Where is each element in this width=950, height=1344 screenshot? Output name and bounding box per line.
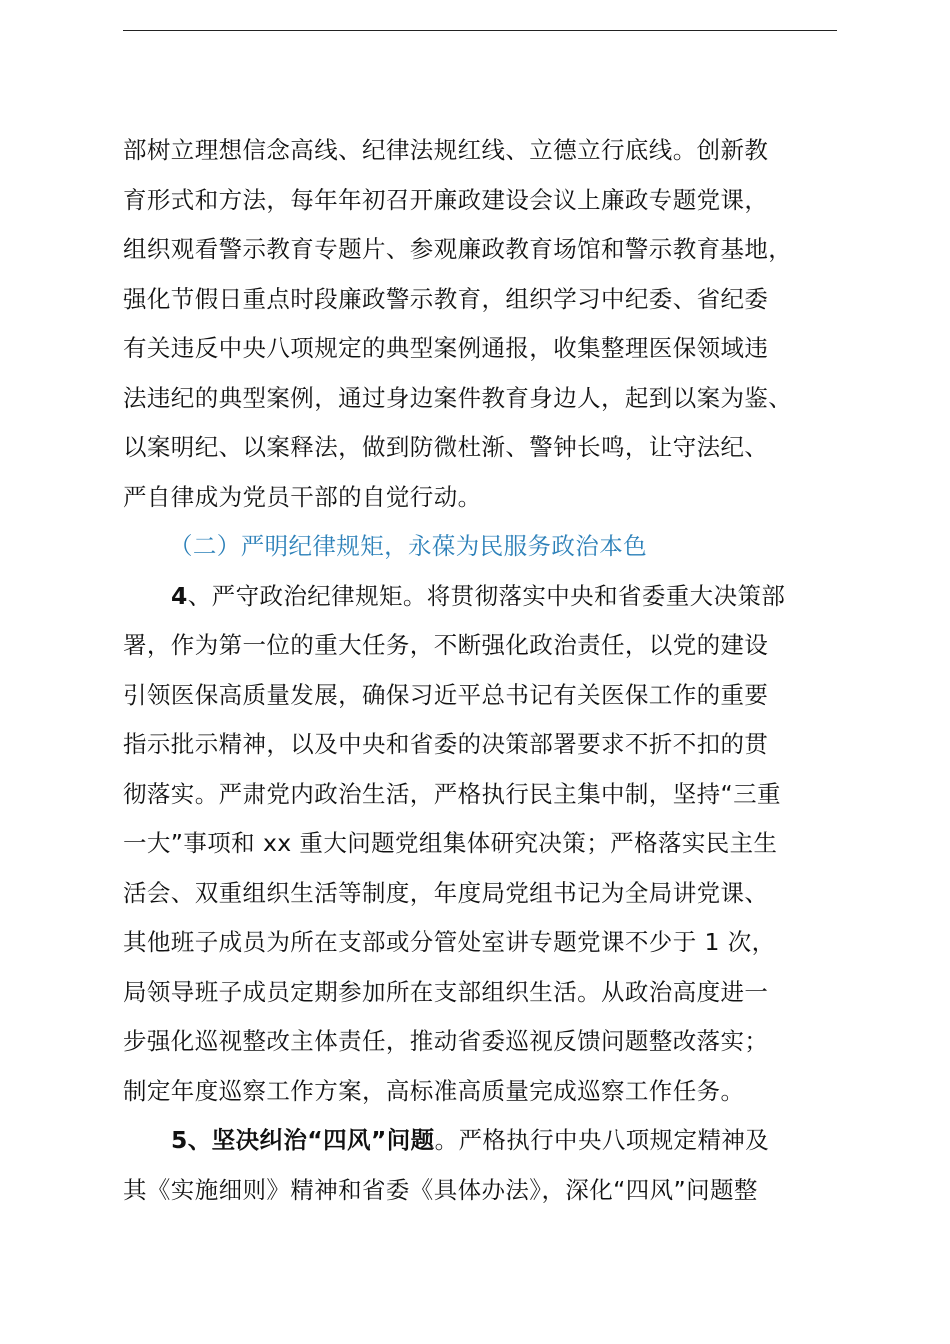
text-line: 活会、双重组织生活等制度，年度局党组书记为全局讲党课、 bbox=[123, 878, 769, 907]
text-line: 以案明纪、以案释法，做到防微杜渐、警钟长鸣，让守法纪、 bbox=[123, 433, 769, 461]
text-line: 部树立理想信念高线、纪律法规红线、立德立行底线。创新教 bbox=[123, 136, 769, 164]
text-line: 其《实施细则》精神和省委《具体办法》，深化“四风”问题整 bbox=[123, 1175, 758, 1204]
section-heading: （二）严明纪律规矩，永葆为民服务政治本色 bbox=[169, 532, 647, 560]
item-title: 、坚决纠治“四风”问题 bbox=[187, 1126, 435, 1154]
text-line: 法违纪的典型案例，通过身边案件教育身边人，起到以案为鉴、 bbox=[123, 383, 793, 412]
document-body bbox=[123, 126, 839, 1215]
text-line: 组织观看警示教育专题片、参观廉政教育场馆和警示教育基地， bbox=[123, 235, 793, 263]
text-line: 一大”事项和 xx 重大问题党组集体研究决策；严格落实民主生 bbox=[123, 829, 778, 857]
text-line: 彻落实。严肃党内政治生活，严格执行民主集中制，坚持“三重 bbox=[123, 779, 781, 808]
text-line: 有关违反中央八项规定的典型案例通报，收集整理医保领域违 bbox=[123, 334, 769, 362]
item-text: 、严守政治纪律规矩。将贯彻落实中央和省委重大决策部 bbox=[187, 581, 786, 610]
item-number: 4 bbox=[171, 581, 188, 610]
text-line: 制定年度巡察工作方案，高标准高质量完成巡察工作任务。 bbox=[123, 1076, 745, 1105]
text-line: 署，作为第一位的重大任务，不断强化政治责任，以党的建设 bbox=[123, 631, 769, 659]
text-line: 强化节假日重点时段廉政警示教育，组织学习中纪委、省纪委 bbox=[123, 284, 769, 313]
text-line: 育形式和方法，每年年初召开廉政建设会议上廉政专题党课， bbox=[123, 185, 769, 214]
text-line: 严自律成为党员干部的自觉行动。 bbox=[123, 482, 482, 511]
text-line: 引领医保高质量发展，确保习近平总书记有关医保工作的重要 bbox=[123, 680, 769, 709]
text-line: 局领导班子成员定期参加所在支部组织生活。从政治高度进一 bbox=[123, 977, 769, 1006]
item-5-first-line bbox=[123, 1116, 839, 1166]
item-4-first-line bbox=[123, 572, 839, 622]
text-line: 步强化巡视整改主体责任，推动省委巡视反馈问题整改落实； bbox=[123, 1027, 769, 1055]
text-line: 指示批示精神，以及中央和省委的决策部署要求不折不扣的贯 bbox=[123, 730, 769, 758]
header-rule bbox=[123, 30, 837, 31]
text-line: 其他班子成员为所在支部或分管处室讲专题党课不少于 1 次， bbox=[123, 928, 776, 956]
item-text: 。严格执行中央八项规定精神及 bbox=[434, 1126, 770, 1154]
item-number: 5 bbox=[171, 1126, 188, 1154]
